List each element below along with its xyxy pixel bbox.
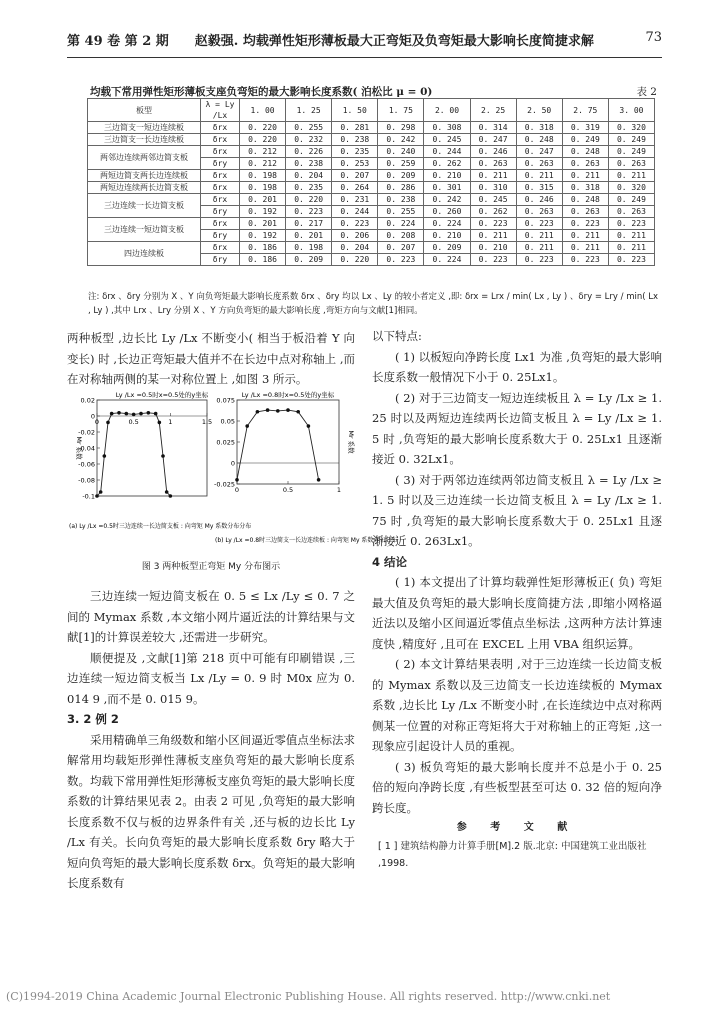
table-row: [88, 242, 655, 254]
table-cell: 0. 211: [608, 170, 654, 182]
page-number: 73: [645, 30, 662, 45]
series-line: [237, 410, 319, 480]
table-row: [88, 194, 655, 206]
row-symbol: δrx: [201, 134, 240, 146]
section-heading-3-2: 3. 2 例 2: [67, 712, 119, 726]
table-cell: 0. 249: [608, 146, 654, 158]
table-cell: 0. 224: [424, 254, 470, 266]
data-point: [154, 412, 158, 416]
table-cell: 0. 207: [332, 170, 378, 182]
section-heading-4: 4 结论: [372, 554, 408, 569]
x-tick-label: 0.5: [282, 486, 294, 494]
header-rule: [67, 57, 662, 58]
table-cell: 0. 198: [286, 242, 332, 254]
paragraph: 两种板型 ,边长比 Ly /Lx 不断变小( 相当于板沿着 Y 向变长) 时 ,长边正弯矩最大值并不在长边中点对称轴上 ,而在对称轴两侧的某一对称位置上 ,如图 3 所示。: [67, 331, 355, 386]
table-cell: 0. 315: [516, 182, 562, 194]
subcaption-b: (b) Ly /Lx =0.8时三边简支一长边连续板 : 向弯矩 My 系数分布分布: [215, 537, 398, 544]
table-cell: 0. 235: [286, 182, 332, 194]
y-tick-label: -0.06: [78, 460, 95, 469]
data-point: [117, 411, 121, 415]
subcaption-a: (a) Ly /Lx =0.5时三边连续一长边简支板 : 向弯矩 My 系数分布分布: [69, 523, 252, 530]
table-cell: 0. 247: [516, 146, 562, 158]
row-symbol: δry: [201, 230, 240, 242]
table-cell: 0. 223: [378, 254, 424, 266]
column-header: 板型: [88, 99, 201, 122]
y-tick-label: 0.02: [80, 396, 95, 405]
table-cell: 0. 223: [332, 218, 378, 230]
data-point: [99, 490, 103, 494]
table-cell: 0. 220: [332, 254, 378, 266]
table-cell: 0. 223: [516, 218, 562, 230]
table-cell: 0. 211: [562, 242, 608, 254]
table-cell: 0. 223: [608, 254, 654, 266]
table-cell: 0. 262: [424, 158, 470, 170]
plot-title: Ly /Lx =0.5时x=0.5处的y坐标: [115, 391, 209, 399]
table-cell: 0. 220: [240, 134, 286, 146]
table-cell: 0. 249: [562, 134, 608, 146]
table-cell: 0. 262: [470, 206, 516, 218]
data-point: [256, 410, 260, 414]
table-cell: 0. 238: [332, 134, 378, 146]
table-cell: 0. 255: [378, 206, 424, 218]
data-table: [87, 98, 655, 266]
paragraph: 三边连续一短边简支板在 0. 5 ≤ Lx /Ly ≤ 0. 7 之间的 Mymax 系数 ,本文缩小网片逼近法的计算结果与文献[1]的计算误差较大 ,还需进一步研究。: [67, 589, 355, 644]
table-cell: 0. 201: [286, 230, 332, 242]
table-cell: 0. 320: [608, 122, 654, 134]
table-cell: 0. 186: [240, 242, 286, 254]
row-label: 两短边连续两长边简支板: [88, 182, 201, 194]
table-cell: 0. 201: [240, 194, 286, 206]
column-header: 2. 00: [424, 99, 470, 122]
data-point: [106, 421, 110, 425]
table-row: [88, 170, 655, 182]
row-symbol: δrx: [201, 194, 240, 206]
table-cell: 0. 260: [424, 206, 470, 218]
table-cell: 0. 259: [378, 158, 424, 170]
table-cell: 0. 246: [516, 194, 562, 206]
table-cell: 0. 298: [378, 122, 424, 134]
reference-item: [ 1 ] 建筑结构静力计算手册[M].2 版.北京: 中国建筑工业出版社 ,1998.: [378, 841, 647, 869]
table-cell: 0. 247: [470, 134, 516, 146]
data-point: [286, 408, 290, 412]
plot-frame: [94, 400, 207, 496]
paragraph: ( 1) 本文提出了计算均载弹性矩形薄板正( 负) 弯矩最大值及负弯矩的最大影响长度简捷方法 ,即缩小网格逼近法以及缩小区间逼近零值点坐标法 ,这两种方法计算速度快 ,精度好 ,且可在 EXCEL 上用 VBA 组织运算。: [372, 575, 662, 651]
table-cell: 0. 248: [562, 146, 608, 158]
table-cell: 0. 212: [240, 158, 286, 170]
y-axis-label: Mr 系数: [347, 430, 355, 454]
y-tick-label: -0.08: [78, 476, 95, 485]
row-label: 三边连续一短边简支板: [88, 218, 201, 242]
figure-caption: 图 3 两种板型正弯矩 My 分布图示: [141, 562, 281, 572]
table-cell: 0. 308: [424, 122, 470, 134]
data-point: [245, 424, 249, 428]
table-cell: 0. 301: [424, 182, 470, 194]
table-cell: 0. 281: [332, 122, 378, 134]
column-header: 1. 75: [378, 99, 424, 122]
table-cell: 0. 226: [286, 146, 332, 158]
table-cell: 0. 263: [470, 158, 516, 170]
y-tick-label: -0.025: [214, 480, 235, 489]
table-cell: 0. 245: [424, 134, 470, 146]
table-row: [88, 182, 655, 194]
references-heading: 参 考 文 献: [456, 822, 578, 833]
column-header: 3. 00: [608, 99, 654, 122]
left-column-bottom: [67, 586, 355, 894]
table-cell: 0. 220: [240, 122, 286, 134]
column-header: 1. 50: [332, 99, 378, 122]
data-point: [147, 411, 151, 415]
table-cell: 0. 264: [332, 182, 378, 194]
table-cell: 0. 211: [608, 230, 654, 242]
column-header: λ = Ly /Lx: [201, 99, 240, 122]
x-tick-label: 1: [336, 486, 342, 494]
table-cell: 0. 223: [470, 254, 516, 266]
row-symbol: δrx: [201, 242, 240, 254]
table-row: [88, 146, 655, 158]
y-tick-label: 0.025: [216, 438, 235, 447]
table-label: 表 2: [636, 86, 657, 98]
table-caption: [90, 84, 662, 99]
row-symbol: δrx: [201, 122, 240, 134]
table-cell: 0. 246: [470, 146, 516, 158]
row-label: 四边连续板: [88, 242, 201, 266]
y-axis-label: Mr 系数: [75, 436, 83, 460]
table-cell: 0. 208: [378, 230, 424, 242]
plot-title: Ly /Lx =0.8时x=0.5处的y坐标: [241, 391, 335, 399]
table-row: [88, 134, 655, 146]
x-tick-label: 0.5: [128, 418, 139, 426]
table-cell: 0. 211: [562, 170, 608, 182]
table-cell: 0. 192: [240, 206, 286, 218]
table-row: [88, 218, 655, 230]
left-column-top: [67, 328, 355, 390]
data-point: [125, 412, 129, 416]
paragraph: ( 3) 对于两邻边连续两邻边简支板且 λ = Ly /Lx ≥ 1. 5 时以及三边连续一长边简支板且 λ = Ly /Lx ≥ 1. 75 时 ,负弯矩的最大影响长度系数大于 0. 25Lx1 且逐渐接近 0. 263Lx1。: [372, 472, 662, 548]
data-point: [161, 454, 165, 458]
table-cell: 0. 232: [286, 134, 332, 146]
table-cell: 0. 249: [608, 194, 654, 206]
x-tick-label: 1: [168, 418, 173, 426]
table-row: [88, 122, 655, 134]
table-cell: 0. 319: [562, 122, 608, 134]
table-cell: 0. 212: [240, 146, 286, 158]
row-label: 三边连续一长边简支板: [88, 194, 201, 218]
table-cell: 0. 223: [608, 218, 654, 230]
copyright-footer: (C)1994-2019 China Academic Journal Electronic Publishing House. All rights reserved. http://www.cnki.net: [6, 990, 611, 1003]
table-cell: 0. 211: [470, 230, 516, 242]
y-tick-label: -0.04: [78, 444, 95, 453]
table-cell: 0. 240: [378, 146, 424, 158]
table-header-row: [88, 99, 655, 122]
table-cell: 0. 248: [516, 134, 562, 146]
x-tick-label: 0: [94, 418, 100, 426]
table-cell: 0. 223: [562, 254, 608, 266]
table-cell: 0. 235: [332, 146, 378, 158]
x-tick-label: 1.5: [201, 418, 213, 426]
column-header: 1. 25: [286, 99, 332, 122]
y-tick-label: 0: [90, 412, 95, 421]
data-point: [317, 478, 321, 482]
data-point: [132, 413, 136, 417]
table-cell: 0. 217: [286, 218, 332, 230]
table-cell: 0. 242: [378, 134, 424, 146]
data-point: [158, 421, 162, 425]
y-tick-label: -0.02: [78, 428, 95, 437]
table-cell: 0. 210: [470, 242, 516, 254]
data-point: [103, 454, 107, 458]
row-symbol: δrx: [201, 170, 240, 182]
table-cell: 0. 204: [332, 242, 378, 254]
table-cell: 0. 211: [516, 242, 562, 254]
table-cell: 0. 310: [470, 182, 516, 194]
right-column: [372, 326, 662, 818]
paragraph: ( 3) 板负弯矩的最大影响长度并不总是小于 0. 25 倍的短向净跨长度 ,有些板型甚至可达 0. 32 倍的短向净跨长度。: [372, 759, 662, 815]
table-cell: 0. 242: [424, 194, 470, 206]
table-cell: 0. 224: [378, 218, 424, 230]
table-cell: 0. 198: [240, 170, 286, 182]
row-symbol: δrx: [201, 218, 240, 230]
table-cell: 0. 186: [240, 254, 286, 266]
paragraph: 采用精确单三角级数和缩小区间逼近零值点坐标法求解常用均载矩形弹性薄板支座负弯矩的最大影响长度系数。均载下常用弹性矩形薄板支座负弯矩的最大影响长度系数的计算结果见表 2。由表 2 可见 ,负弯矩的最大影响长度系数不仅与板的边界条件有关 ,还与板的边长比 Ly /Lx 有关。长向负弯矩的最大影响长度系数 δry 略大于短向负弯矩的最大影响长度系数 δrx。负弯矩的最大影响长度系数有: [67, 732, 355, 890]
table-cell: 0. 249: [608, 134, 654, 146]
table-cell: 0. 248: [562, 194, 608, 206]
row-symbol: δrx: [201, 182, 240, 194]
table-caption-text: 均载下常用弹性矩形薄板支座负弯矩的最大影响长度系数( 泊松比 μ = 0): [90, 86, 433, 98]
table-cell: 0. 263: [608, 206, 654, 218]
y-tick-label: 0: [230, 459, 235, 468]
table-cell: 0. 223: [470, 218, 516, 230]
table-cell: 0. 224: [424, 218, 470, 230]
table-cell: 0. 238: [286, 158, 332, 170]
table-cell: 0. 286: [378, 182, 424, 194]
paragraph: ( 2) 对于三边简支一短边连续板且 λ = Ly /Lx ≥ 1. 25 时以及两短边连续两长边简支板且 λ = Ly /Lx ≥ 1. 5 时 ,负弯矩的最大影响长度系数大于 0. 25Lx1 且逐渐接近 0. 32Lx1。: [372, 390, 662, 466]
table-cell: 0. 210: [424, 170, 470, 182]
table-cell: 0. 263: [562, 206, 608, 218]
table-cell: 0. 314: [470, 122, 516, 134]
row-symbol: δrx: [201, 146, 240, 158]
table-cell: 0. 211: [608, 242, 654, 254]
table-cell: 0. 211: [516, 230, 562, 242]
y-tick-label: 0.05: [220, 417, 235, 426]
row-symbol: δry: [201, 254, 240, 266]
row-symbol: δry: [201, 158, 240, 170]
table-cell: 0. 223: [286, 206, 332, 218]
data-point: [307, 424, 311, 428]
column-header: 2. 50: [516, 99, 562, 122]
table-cell: 0. 207: [378, 242, 424, 254]
table-cell: 0. 238: [378, 194, 424, 206]
table-cell: 0. 211: [562, 230, 608, 242]
figure-3-plots: [67, 388, 398, 558]
paragraph: 以下特点:: [372, 329, 422, 343]
table-cell: 0. 263: [516, 206, 562, 218]
table-cell: 0. 192: [240, 230, 286, 242]
column-header: 2. 75: [562, 99, 608, 122]
table-cell: 0. 263: [516, 158, 562, 170]
table-cell: 0. 198: [240, 182, 286, 194]
row-label: 三边简支一长边连续板: [88, 134, 201, 146]
column-header: 2. 25: [470, 99, 516, 122]
y-tick-label: 0.075: [216, 396, 235, 405]
table-cell: 0. 244: [424, 146, 470, 158]
table-cell: 0. 209: [378, 170, 424, 182]
table-cell: 0. 211: [516, 170, 562, 182]
row-symbol: δry: [201, 206, 240, 218]
table-cell: 0. 220: [286, 194, 332, 206]
running-header: [67, 30, 662, 54]
row-label: 三边简支一短边连续板: [88, 122, 201, 134]
table-cell: 0. 223: [516, 254, 562, 266]
data-point: [296, 410, 300, 414]
paragraph: ( 1) 以板短向净跨长度 Lx1 为准 ,负弯矩的最大影响长度系数一般情况下小于 0. 25Lx1。: [372, 349, 662, 384]
table-cell: 0. 255: [286, 122, 332, 134]
table-cell: 0. 245: [470, 194, 516, 206]
row-label: 两短边简支两长边连续板: [88, 170, 201, 182]
data-point: [276, 409, 280, 413]
table-cell: 0. 204: [286, 170, 332, 182]
table-cell: 0. 209: [286, 254, 332, 266]
data-point: [235, 478, 239, 482]
table-cell: 0. 209: [424, 242, 470, 254]
table-note: 注: δrx 、δry 分别为 X 、Y 向负弯矩最大影响长度系数 δrx 、δry 均以 Lx 、Ly 的较小者定义 ,即: δrx = Lrx / min( Lx , Ly ) 、δry = Lry / min( Lx , Ly ) ,其中 Lrx 、Lry 分别 X 、Y 方向负弯矩的最大影响长度 ,弯矩方向与文献[1]相同。: [88, 292, 659, 316]
header-title: 第 49 卷 第 2 期 赵毅强. 均载弹性矩形薄板最大正弯矩及负弯矩最大影响长度简捷求解: [67, 34, 594, 49]
plot-frame: [237, 400, 339, 484]
data-point: [110, 412, 114, 416]
data-point: [266, 408, 270, 412]
paragraph: 顺便提及 ,文献[1]第 218 页中可能有印刷错误 ,三边连续一短边简支板当 Lx /Ly = 0. 9 时 M0x 应为 0. 014 9 ,而不是 0. 015 9。: [67, 650, 355, 706]
paragraph: ( 2) 本文计算结果表明 ,对于三边连续一长边简支板的 Mymax 系数以及三边简支一长边连续板的 Mymax 系数 ,边长比 Ly /Lx 不断变小时 ,在长连续边中点对称两侧某一位置的对称正弯矩将大于对称轴上的正弯矩 ,这一现象应引起设计人员的重视。: [372, 657, 662, 753]
table-cell: 0. 320: [608, 182, 654, 194]
y-tick-label: -0.1: [82, 492, 95, 501]
table-cell: 0. 318: [516, 122, 562, 134]
data-point: [165, 490, 169, 494]
table-cell: 0. 263: [562, 158, 608, 170]
table-cell: 0. 263: [608, 158, 654, 170]
data-point: [169, 494, 173, 498]
table-cell: 0. 318: [562, 182, 608, 194]
table-cell: 0. 211: [470, 170, 516, 182]
table-cell: 0. 244: [332, 206, 378, 218]
row-label: 两邻边连续两邻边简支板: [88, 146, 201, 170]
table-cell: 0. 253: [332, 158, 378, 170]
x-tick-label: 0: [234, 486, 240, 494]
table-cell: 0. 231: [332, 194, 378, 206]
table-cell: 0. 210: [424, 230, 470, 242]
column-header: 1. 00: [240, 99, 286, 122]
data-point: [139, 412, 143, 416]
table-cell: 0. 201: [240, 218, 286, 230]
data-point: [95, 494, 99, 498]
table-cell: 0. 206: [332, 230, 378, 242]
table-cell: 0. 223: [562, 218, 608, 230]
